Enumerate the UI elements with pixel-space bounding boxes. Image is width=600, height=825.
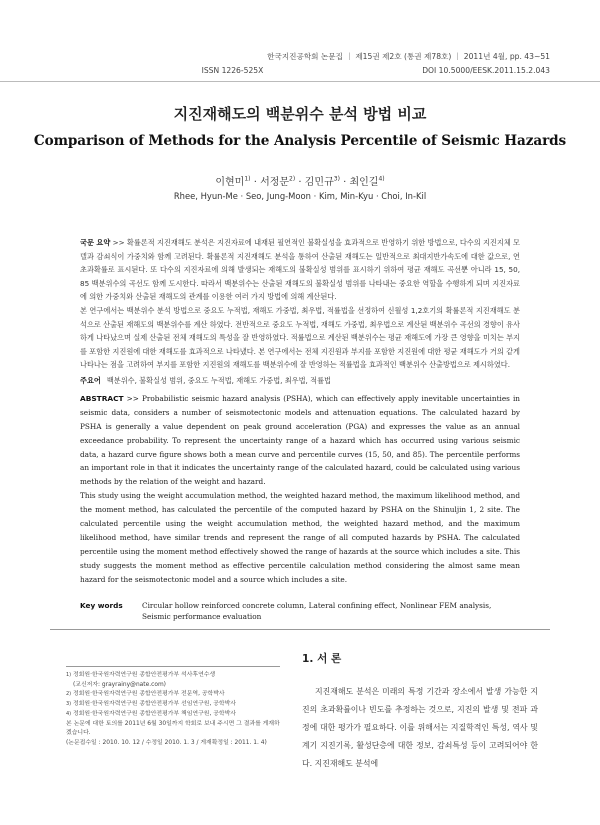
issn: ISSN 1226-525X (201, 66, 264, 75)
title-english: Comparison of Methods for the Analysis Percentile of Seismic Hazards (33, 133, 567, 149)
abstract-block (80, 236, 520, 622)
footnote-number: 2) (66, 691, 72, 698)
footnote-text: 정회원·한국원자력연구원 종합안전평가부 석사후연수생 (73, 672, 216, 678)
keywords-korean-text: 백분위수, 불확실성 범위, 중요도 누적법, 재해도 가중법, 최우법, 적률법 (106, 375, 331, 385)
keywords-english (80, 600, 520, 622)
author-separator: · (295, 177, 305, 188)
abstract-divider (50, 629, 550, 630)
footnote-dates: (논문접수일 : 2010. 10. 12 / 수정일 2010. 1. 3 / 게재확정일 : 2011. 1. 4) (66, 739, 267, 746)
abstract-english-paragraph-2: This study using the weight accumulation method, the weighted hazard method, the maximum likelihood method, and the moment method, has calculated the percentile of the computed hazard by PSHA on the Shinuljin 1, 2 site. The calculated percentile using the weight accumulation method, the weighted hazard method, and the maximum likelihood method, have similar trends and represent the range of all computed hazards by PSHA. The calculated percentile using the moment method effectively showed the range of hazards at the source which includes a site. This study suggests the moment method as effective percentile calculation method considering the almost same mean hazard for the seismotectonic model and a source which includes a site. (80, 491, 520, 584)
author-separator: · (339, 177, 350, 188)
title-korean: 지진재해도의 백분위수 분석 방법 비교 (173, 105, 427, 123)
keywords-english-text: Circular hollow reinforced concrete column, Lateral confining effect, Nonlinear FEM analysis, Seismic performance evaluation (142, 600, 492, 621)
header-divider (0, 81, 600, 82)
abstract-korean-paragraph-2: 본 연구에서는 백분위수 분석 방법으로 중요도 누적법, 재해도 가중법, 최우법, 적률법을 선정하여 신월성 1,2호기의 확률론적 지진재해도 분석으로 산출된 재해도의 백분위수를 계산 하였다. 전반적으로 중요도 누적법, 재해도 가중법, 최우법으로 계산된 백분위수 곡선의 경향이 유사하게 나타났으며 실제 산출된 전체 재해도의 특성을 잘 반영하였다. 적률법으로 계산된 백분위수는 평균 재해도에 가장 큰 영향을 미치는 부지를 포함한 지진원에 대한 재해도를 효과적으로 나타냈다. 본 연구에서는 전체 지진원과 부지를 포함한 지진원에 대한 평균 재해도가 거의 같게 나타나는 점을 고려하여 부지를 포함한 지진원의 재해도를 백분위수에 잘 반영하는 적률법을 효과적인 백분위수 산출방법으로 제시하였다. (80, 305, 520, 370)
abstract-english-label: ABSTRACT (80, 393, 124, 403)
authors-korean (0, 173, 600, 188)
journal-header (202, 50, 550, 78)
abstract-english-paragraph-1 (80, 392, 520, 489)
journal-identifiers (202, 64, 550, 78)
section-title: 1. 서 론 (302, 653, 342, 665)
author-affiliation-mark: 3) (333, 175, 340, 183)
author-name: 서정문 (260, 177, 290, 188)
abstract-arrow: >> (110, 238, 127, 247)
footnote-text: 정회원·한국원자력연구원 종합안전평가부 책임연구원, 공학박사 (73, 710, 237, 717)
footnote-number: 1) (66, 672, 72, 678)
author-name: 최인길 (349, 177, 379, 188)
abstract-korean-text: 확률론적 지진재해도 분석은 지진자료에 내재된 필연적인 불확실성을 효과적으로 반영하기 위한 방법으로, 다수의 지진지체 모델과 감쇠식이 가중치와 함께 고려된다. 확률론적 지진재해도 분석을 통하여 산출된 재해도는 일반적으로 최대지반가속도에 대한 값으로, 연초과확률로 표시된다. 또 다수의 지진자료에 의해 발생되는 재해도의 불확실성 범위를 표시하기 위하여 평균 재해도 곡선뿐 아니라 15, 50, 85 백분위수의 곡선도 함께 도시한다. 따라서 백분위수는 산출된 재해도의 불확실성 범위를 나타내는 중요한 역할을 수행하게 되며 지진자료에 의한 가중치와 산출된 재해도의 관계를 이용한 여러 가지 방법에 의해 계산된다. (80, 238, 520, 302)
author-name: 이현미 (215, 177, 245, 188)
footnote-text: 정회원·한국원자력연구원 종합안전평가부 전문역, 공학박사 (73, 691, 225, 698)
abstract-korean-label: 국문 요약 (80, 238, 111, 247)
authors-english: Rhee, Hyun-Me · Seo, Jung-Moon · Kim, Min-Kyu · Choi, In-Kil (173, 191, 427, 201)
abstract-korean (80, 236, 520, 304)
doi: DOI 10.5000/EESK.2011.15.2.043 (422, 66, 550, 75)
abstract-arrow: >> (123, 393, 142, 403)
footnote-number: 4) (66, 710, 72, 717)
keywords-korean-label: 주요어 (80, 375, 101, 385)
section-body (302, 683, 538, 773)
abstract-english (80, 392, 520, 587)
keywords-english-label: Key words (80, 600, 123, 610)
footnote-rule (66, 666, 280, 667)
body-paragraph: 지진재해도 분석은 미래의 특정 기간과 장소에서 발생 가능한 지진의 초과확률이나 빈도를 추정하는 것으로, 지진의 발생 및 전파 과정에 대한 평가가 필요하다. 이를 위해서는 지질학적인 특성, 역사 및 계기 지진기록, 활성단층에 대한 정보, 감쇠특성 등이 고려되어야 한다. 지진재해도 분석에 (302, 687, 538, 769)
author-affiliation-mark: 4) (378, 175, 385, 183)
author-affiliation-mark: 1) (244, 175, 251, 183)
author-affiliation-mark: 2) (289, 175, 296, 183)
footnote-number: 3) (66, 701, 72, 708)
author-name: 김민규 (304, 177, 334, 188)
footnote-item (66, 710, 280, 720)
keywords-korean (80, 374, 520, 387)
footnote-discussion: 본 논문에 대한 토의를 2011년 6월 30일까지 학회로 보내 주시면 그 결과를 게재하겠습니다. (66, 720, 280, 737)
footnote-item (66, 690, 280, 700)
footnote-item (66, 671, 280, 690)
footnote-item (66, 700, 280, 710)
journal-citation: 한국지진공학회 논문집 ｜ 제15권 제2호 (통권 제78호) ｜ 2011년 4월, pp. 43~51 (267, 52, 550, 61)
footnote-text: (교신저자: grayrainy@nate.com) (73, 681, 166, 688)
abstract-english-text: Probabilistic seismic hazard analysis (PSHA), which can effectively apply inevitable uncertainties in seismic data, considers a number of seismotectonic models and attenuation equations. The calculated hazard by PSHA is generally a value dependent on peak ground acceleration (PGA) and expresses the value as an annual exceedance probability. To represent the uncertainty range of a hazard which has occurred using various seismic data, a hazard curve figure shows both a mean curve and percentile curves (15, 50, and 85). The percentile performs an important role in that it indicates the uncertainty range of the calculated hazard, could be calculated using various methods by the relation of the weight and hazard. (80, 393, 520, 487)
footnotes (66, 666, 280, 749)
footnote-text: 정회원·한국원자력연구원 종합안전평가부 선임연구원, 공학박사 (73, 701, 237, 708)
author-separator: · (250, 177, 261, 188)
